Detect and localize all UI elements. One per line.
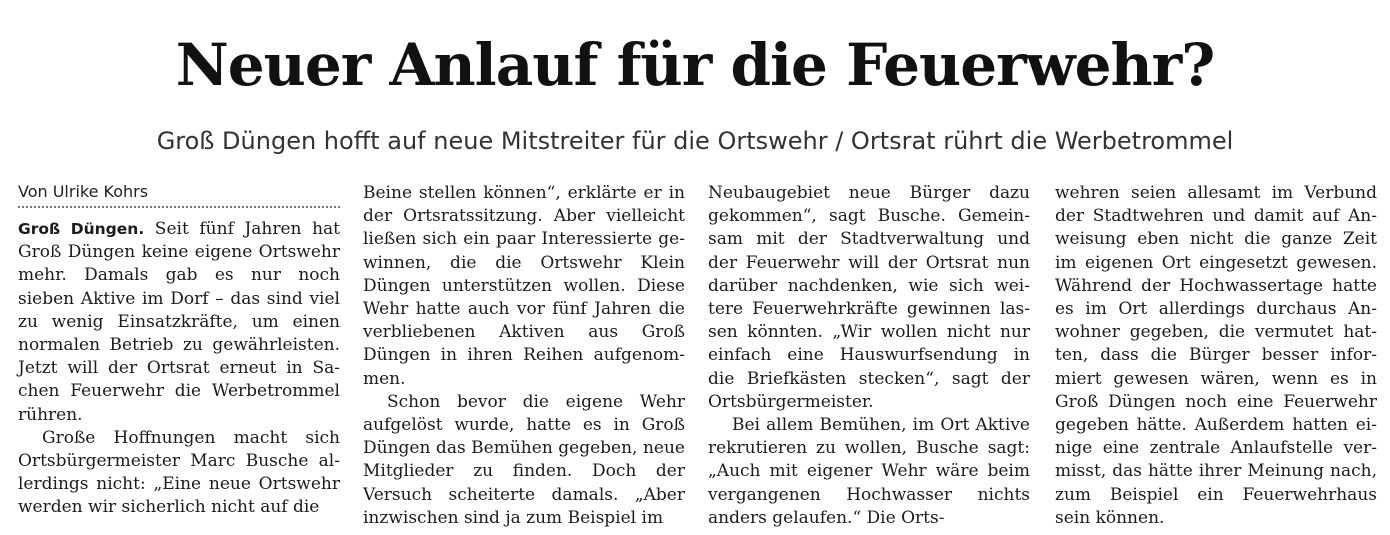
paragraph: Große Hoffnungen macht sich Ortsbürgermeister Marc Busche allerdings nicht: „Eine neue Ortswehr werden wir sicherlich nicht auf die: [18, 427, 340, 518]
paragraph: wehren seien allesamt im Verbund der Stadtwehren und damit auf Anweisung eben nicht die ganze Zeit im eigenen Ort eingesetzt gewesen. Während der Hochwassertage hatte es im Ort allerdings durchaus Anwohner gegeben, die vermutet hatten, dass die Bürger besser informiert gewesen wären, wenn es in Groß Düngen noch eine Feuerwehr gegeben hätte. Außerdem hatten einige eine zentrale Anlaufstelle vermisst, das hätte ihrer Meinung nach, zum Beispiel ein Feuerwehrhaus sein können.: [1055, 183, 1377, 528]
paragraph: Beine stellen können“, erklärte er in der Ortsratssitzung. Aber vielleicht ließen sich ein paar Interessierte gewinnen, die die Ortswehr Klein Düngen unterstützen wollen. Diese Wehr hatte auch vor fünf Jahren die verbliebenen Aktiven aus Groß Düngen in ihren Reihen aufgenommen.: [363, 183, 685, 389]
article-headline: Neuer Anlauf für die Feuerwehr?: [175, 31, 1215, 99]
byline: Von Ulrike Kohrs: [18, 182, 340, 208]
paragraph: Schon bevor die eigene Wehr aufgelöst wurde, hatte es in Groß Düngen das Bemühen gegeben, neue Mitglieder zu finden. Doch der Versuch scheiterte damals. „Aber inzwischen sind ja zum Beispiel im: [363, 391, 685, 528]
article-column-4: [1055, 182, 1377, 530]
paragraph: Neubaugebiet neue Bürger dazu gekommen“, sagt Busche. Gemeinsam mit der Stadtverwaltung und der Feuerwehr will der Ortsrat nun darüber nachdenken, wie sich weitere Feuerwehrkräfte gewinnen lassen könnten. „Wir wollen nicht nur einfach eine Hauswurfsendung in die Briefkästen stecken“, sagt der Ortsbürgermeister.: [708, 183, 1030, 412]
article-column-1: [18, 182, 340, 520]
article-subheadline: Groß Düngen hofft auf neue Mitstreiter für die Ortswehr / Ortsrat rührt die Werbetrommel: [156, 127, 1234, 155]
paragraph: [18, 218, 340, 427]
paragraph-text: Seit fünf Jahren hat Groß Düngen keine eigene Ortswehr mehr. Damals gab es nur noch sieben Aktive im Dorf – das sind viel zu wenig Einsatzkräfte, um einen normalen Betrieb zu gewährleisten. Jetzt will der Ortsrat erneut in Sachen Feuerwehr die Werbetrommel rühren.: [18, 219, 340, 425]
article-column-3: [708, 182, 1030, 530]
article-column-2: [363, 182, 685, 530]
dateline: Groß Düngen.: [18, 220, 145, 238]
paragraph: Bei allem Bemühen, im Ort Aktive rekrutieren zu wollen, Busche sagt: „Auch mit eigener Wehr wäre beim vergangenen Hochwasser nichts anders gelaufen.“ Die Orts-: [708, 415, 1030, 528]
